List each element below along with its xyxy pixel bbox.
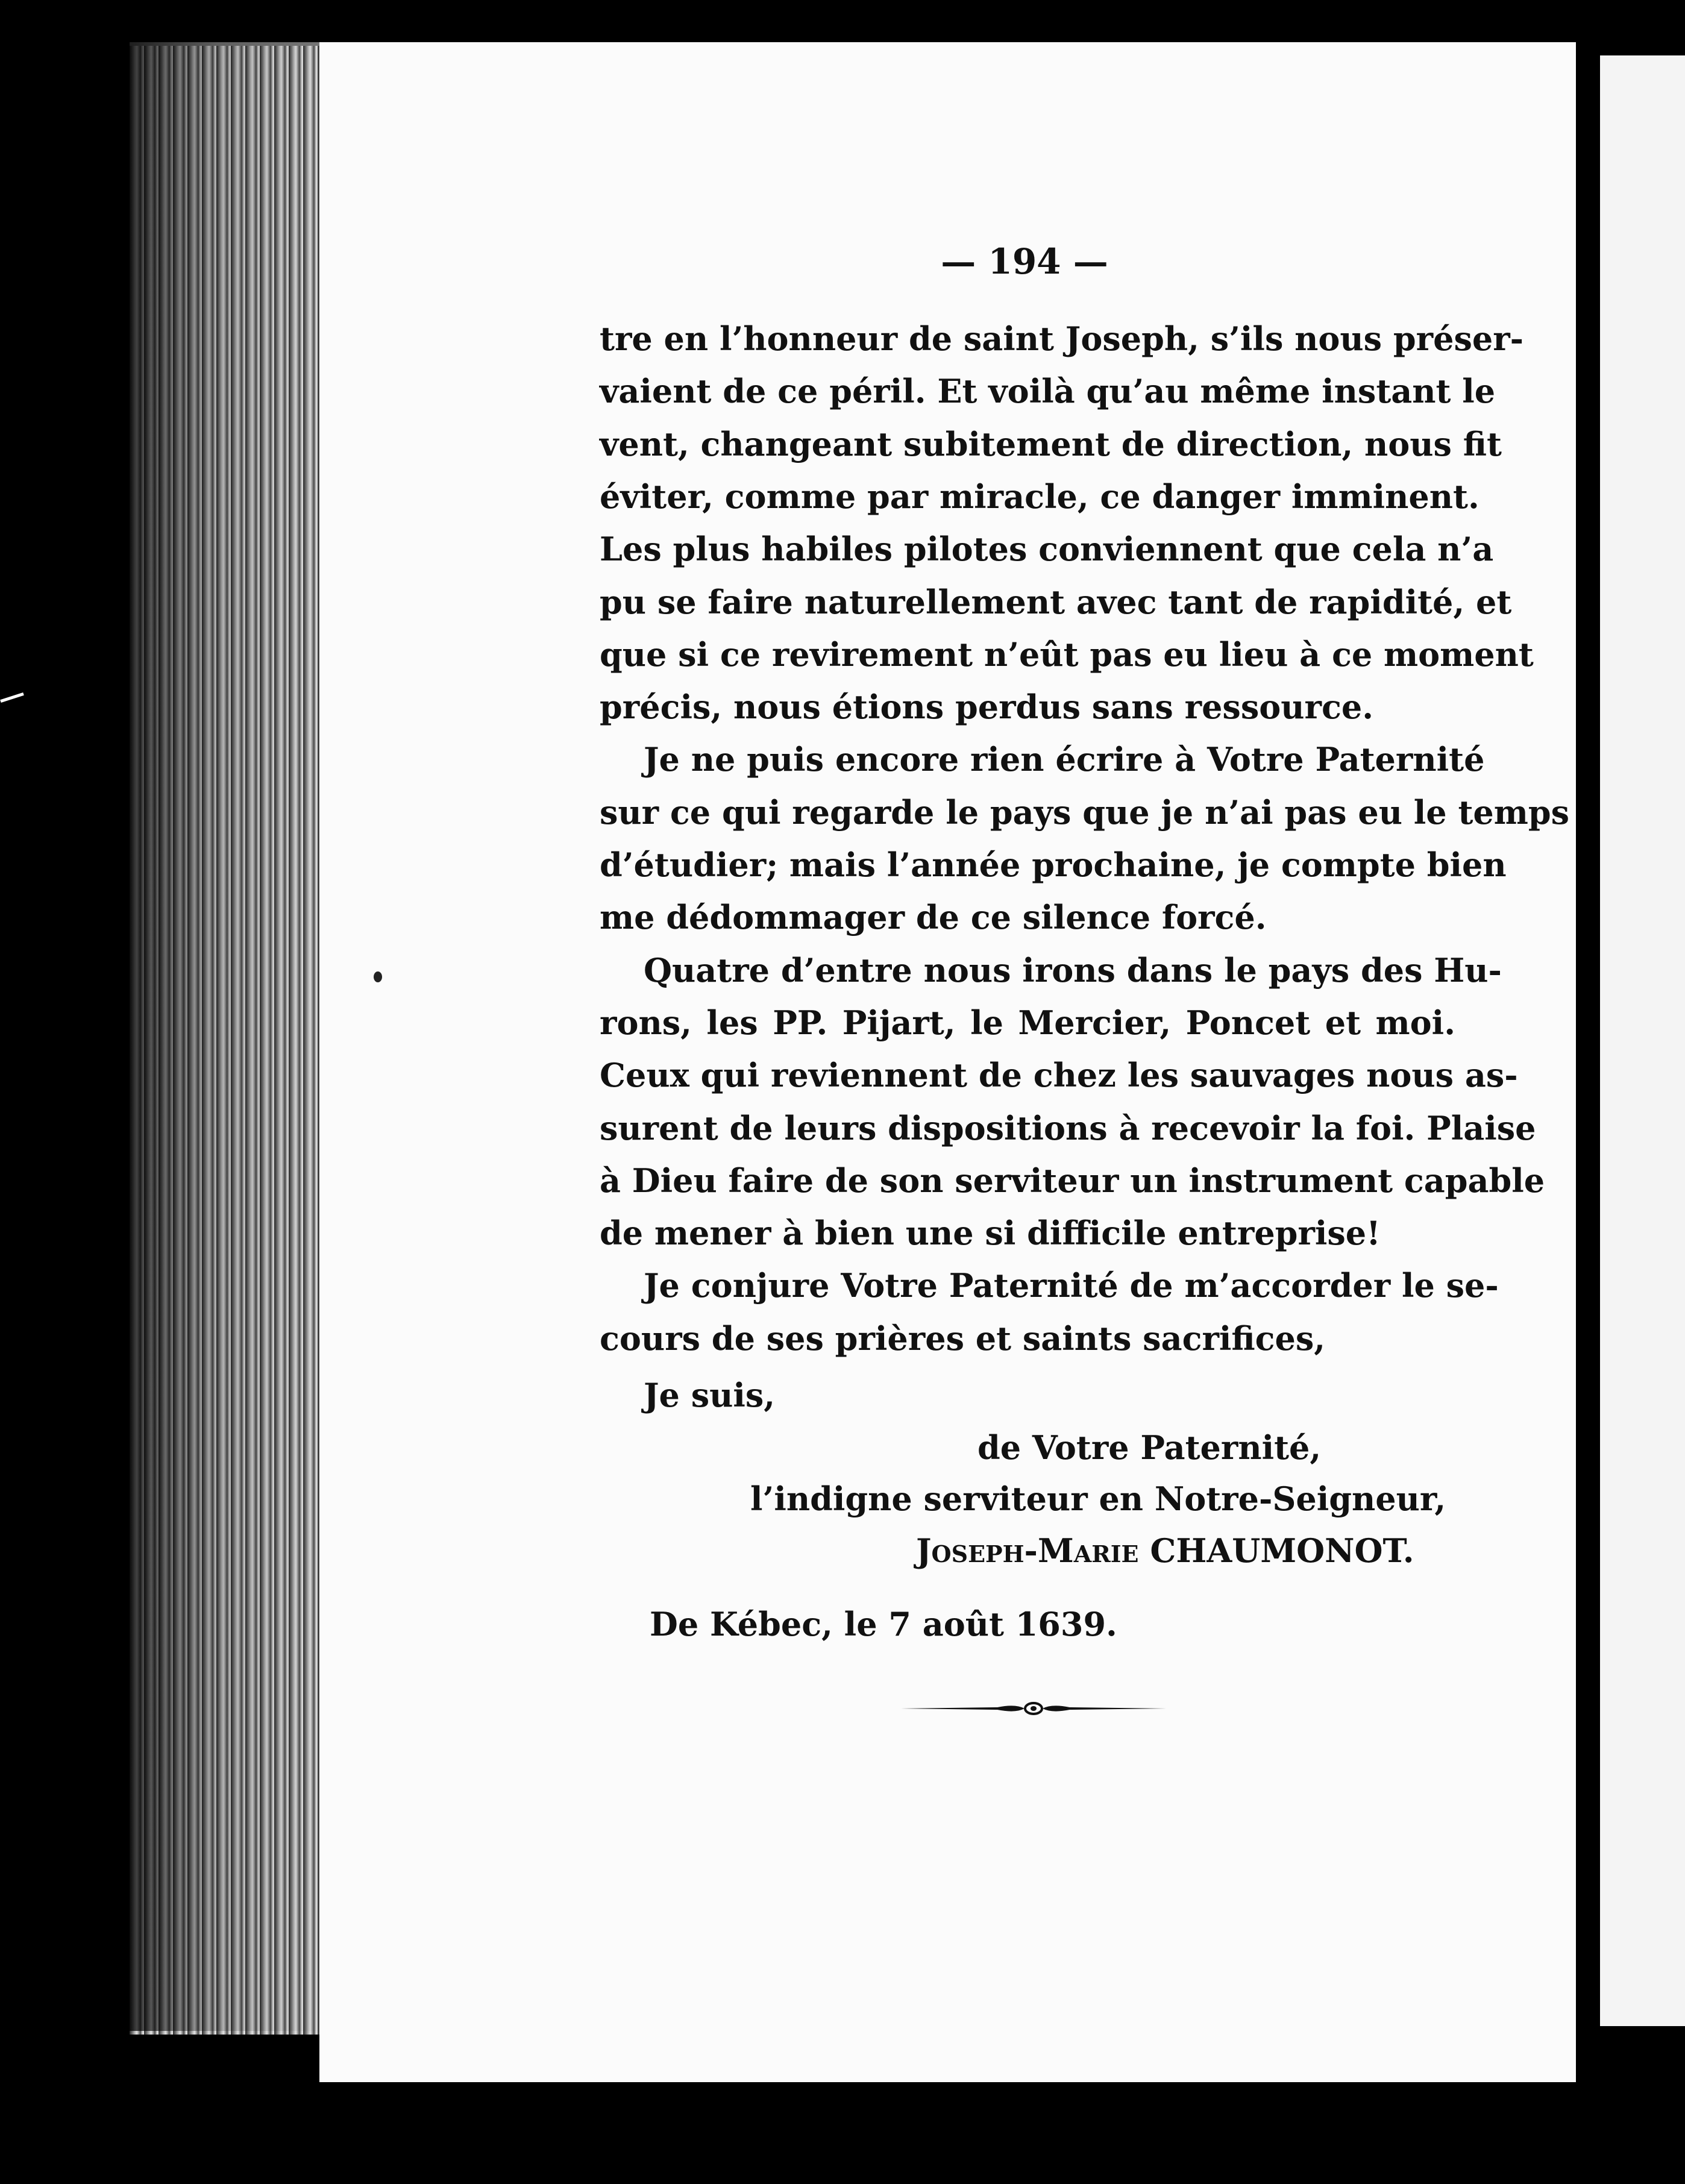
- text-line: Je conjure Votre Paternité de m’accorder le se-: [644, 1266, 1499, 1305]
- text-line: à Dieu faire de son serviteur un instrument capable: [600, 1161, 1545, 1200]
- signature: [916, 1531, 1414, 1570]
- page-edges-shadow: [130, 42, 328, 2031]
- signature-given-name: Joseph-Marie: [916, 1531, 1139, 1570]
- text-line: éviter, comme par miracle, ce danger imminent.: [600, 477, 1479, 516]
- text-line: vent, changeant subitement de direction, nous fit: [600, 425, 1502, 463]
- facing-page-edge: [1600, 55, 1685, 2026]
- closing-line-1: de Votre Paternité,: [977, 1428, 1322, 1467]
- margin-mark: [0, 692, 24, 703]
- text-line: Ceux qui reviennent de chez les sauvages nous as-: [600, 1056, 1518, 1094]
- text-line: d’étudier; mais l’année prochaine, je compte bien: [600, 846, 1507, 884]
- text-line: Quatre d’entre nous irons dans le pays des Hu-: [644, 951, 1502, 990]
- salutation: Je suis,: [644, 1376, 776, 1414]
- signature-family-name: CHAUMONOT.: [1150, 1531, 1414, 1570]
- text-line: surent de leurs dispositions à recevoir la foi. Plaise: [600, 1109, 1536, 1147]
- text-line: Les plus habiles pilotes conviennent que cela n’a: [600, 530, 1494, 568]
- text-line: tre en l’honneur de saint Joseph, s’ils nous préser-: [600, 319, 1524, 358]
- gutter-shadow: [1576, 54, 1592, 2037]
- text-line: que si ce revirement n’eût pas eu lieu à ce moment: [600, 635, 1534, 674]
- dateline: De Kébec, le 7 août 1639.: [650, 1605, 1117, 1643]
- page-number: — 194 —: [941, 241, 1108, 282]
- text-line: vaient de ce péril. Et voilà qu’au même instant le: [600, 372, 1496, 410]
- ornament-rule: [901, 1696, 1166, 1721]
- text-line: cours de ses prières et saints sacrifices,: [600, 1319, 1326, 1358]
- text-line: pu se faire naturellement avec tant de rapidité, et: [600, 583, 1512, 621]
- text-line: me dédommager de ce silence forcé.: [600, 898, 1267, 937]
- closing-line-2: l’indigne serviteur en Notre-Seigneur,: [750, 1480, 1446, 1518]
- text-line: Je ne puis encore rien écrire à Votre Paternité: [644, 740, 1485, 779]
- text-line: sur ce qui regarde le pays que je n’ai pas eu le temps: [600, 793, 1570, 832]
- text-line: rons, les PP. Pijart, le Mercier, Poncet et moi.: [600, 1003, 1455, 1042]
- ink-spot: [374, 971, 382, 982]
- text-line: de mener à bien une si difficile entreprise!: [600, 1214, 1381, 1252]
- text-line: précis, nous étions perdus sans ressource.: [600, 688, 1374, 726]
